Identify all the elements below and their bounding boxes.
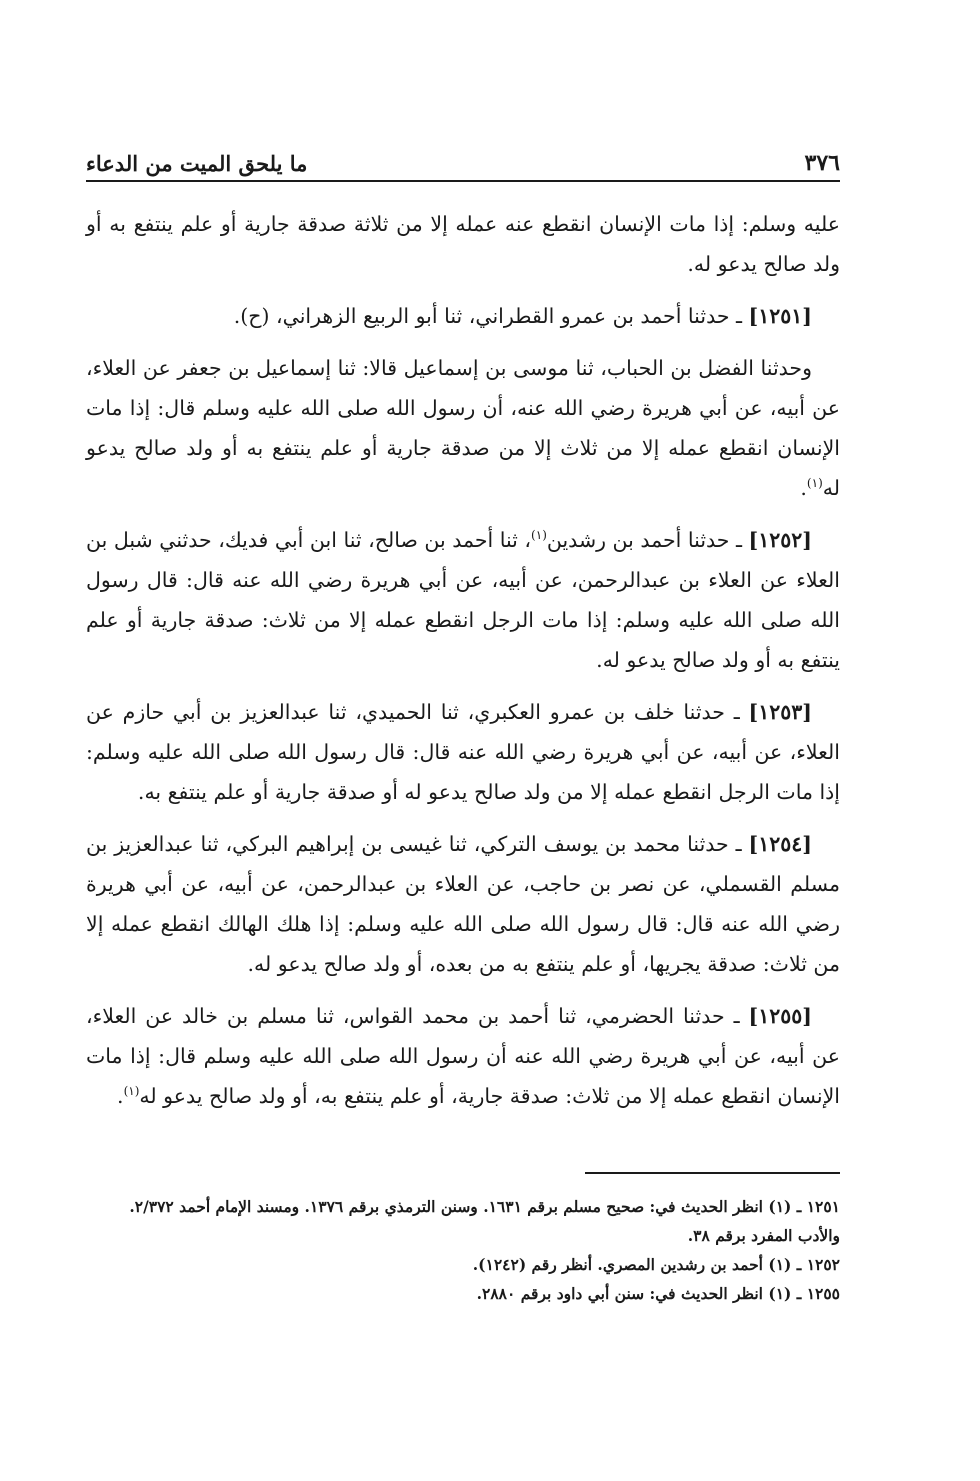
hadith-number: [١٢٥١]	[748, 304, 812, 328]
footnote-1251: ١٢٥١ ـ (١) انظر الحديث في: صحيح مسلم برقم ١٦٣١. وسنن الترمذي برقم ١٣٧٦. ومسند الإمام أحمد ٢/٣٧٢. والأدب المفرد برقم ٣٨.	[129, 1197, 840, 1245]
hadith-1254	[86, 824, 840, 984]
hadith-text-tail: .	[800, 476, 807, 500]
hadith-number: [١٢٥٥]	[748, 1004, 812, 1028]
footnotes	[86, 1192, 840, 1308]
hadith-text: ـ حدثنا أحمد بن عمرو القطراني، ثنا أبو الربيع الزهراني، (ح).	[233, 304, 749, 328]
hadith-1251-chain	[86, 348, 840, 508]
hadith-1251	[86, 296, 840, 336]
footnote-marker[interactable]: (١)	[123, 1084, 140, 1099]
hadith-1252	[86, 520, 840, 680]
hadith-text-tail: .	[117, 1084, 124, 1108]
paragraph-text: عليه وسلم: إذا مات الإنسان انقطع عنه عمله إلا من ثلاثة صدقة جارية أو علم ينتفع به أو ولد صالح يدعو له.	[86, 212, 840, 276]
hadith-text: ـ حدثنا أحمد بن رشدين	[546, 528, 749, 552]
footnote-marker[interactable]: (١)	[806, 476, 823, 491]
page-header	[86, 140, 840, 176]
hadith-number: [١٢٥٤]	[748, 832, 812, 856]
hadith-1255	[86, 996, 840, 1116]
footnote-marker[interactable]: (١)	[531, 528, 547, 543]
hadith-text: ـ حدثنا خلف بن عمرو العكبري، ثنا الحميدي، ثنا عبدالعزيز بن أبي حازم عن العلاء، عن أبيه، عن أبي هريرة رضي الله عنه قال: قال رسول الله صلى الله عليه وسلم: إذا مات الرجل انقطع عمله إلا من ولد صالح يدعو له أو صدقة جارية أو علم ينتفع به.	[86, 700, 840, 804]
main-text	[86, 204, 840, 1128]
footnote-1252: ١٢٥٢ ـ (١) أحمد بن رشدين المصري. أنظر رقم (١٢٤٢).	[472, 1255, 840, 1274]
running-title: ما يلحق الميت من الدعاء	[86, 151, 308, 176]
hadith-text: ـ حدثنا الحضرمي، ثنا أحمد بن محمد القواس، ثنا مسلم بن خالد عن العلاء، عن أبيه، عن أبي هريرة رضي الله عنه أن رسول الله صلى الله عليه وسلم قال: إذا مات الإنسان انقطع عمله إلا من ثلاث: صدقة جارية، أو علم ينتفع به، أو ولد صالح يدعو له	[86, 1004, 840, 1108]
hadith-1253	[86, 692, 840, 812]
hadith-text: ـ حدثنا محمد بن يوسف التركي، ثنا غيسى بن إبراهيم البركي، ثنا عبدالعزيز بن مسلم القسملي، عن نصر بن حاجب، عن العلاء بن عبدالرحمن، عن أبيه، عن أبي هريرة رضي الله عنه قال: قال رسول الله صلى الله عليه وسلم: إذا هلك الهالك انقطع عمله إلا من ثلاث: صدقة يجريها، أو علم ينتفع به من بعده، أو ولد صالح يدعو له.	[86, 832, 840, 976]
footnote-1255: ١٢٥٥ ـ (١) انظر الحديث في: سنن أبي داود برقم ٢٨٨٠.	[476, 1284, 840, 1303]
footnote-divider	[585, 1172, 840, 1174]
header-divider	[86, 180, 840, 182]
paragraph-continuation	[86, 204, 840, 284]
hadith-number: [١٢٥٢]	[748, 528, 812, 552]
page-number: ٣٧٦	[804, 150, 840, 176]
hadith-text: وحدثنا الفضل بن الحباب، ثنا موسى بن إسماعيل قالا: ثنا إسماعيل بن جعفر عن العلاء، عن أبيه، عن أبي هريرة رضي الله عنه، أن رسول الله صلى الله عليه وسلم قال: إذا مات الإنسان انقطع عمله إلا من ثلاث إلا من صدقة جارية أو علم ينتفع به أو ولد صالح يدعو له	[86, 356, 840, 500]
hadith-number: [١٢٥٣]	[748, 700, 812, 724]
hadith-text-tail: ، ثنا أحمد بن صالح، ثنا ابن أبي فديك، حدثني شبل بن العلاء عن العلاء بن عبدالرحمن، عن أبيه، عن أبي هريرة رضي الله عنه قال: قال رسول الله صلى الله عليه وسلم: إذا مات الرجل انقطع عمله إلا من ثلاث: صدقة جارية أو علم ينتفع به أو ولد صالح يدعو له.	[86, 528, 840, 672]
